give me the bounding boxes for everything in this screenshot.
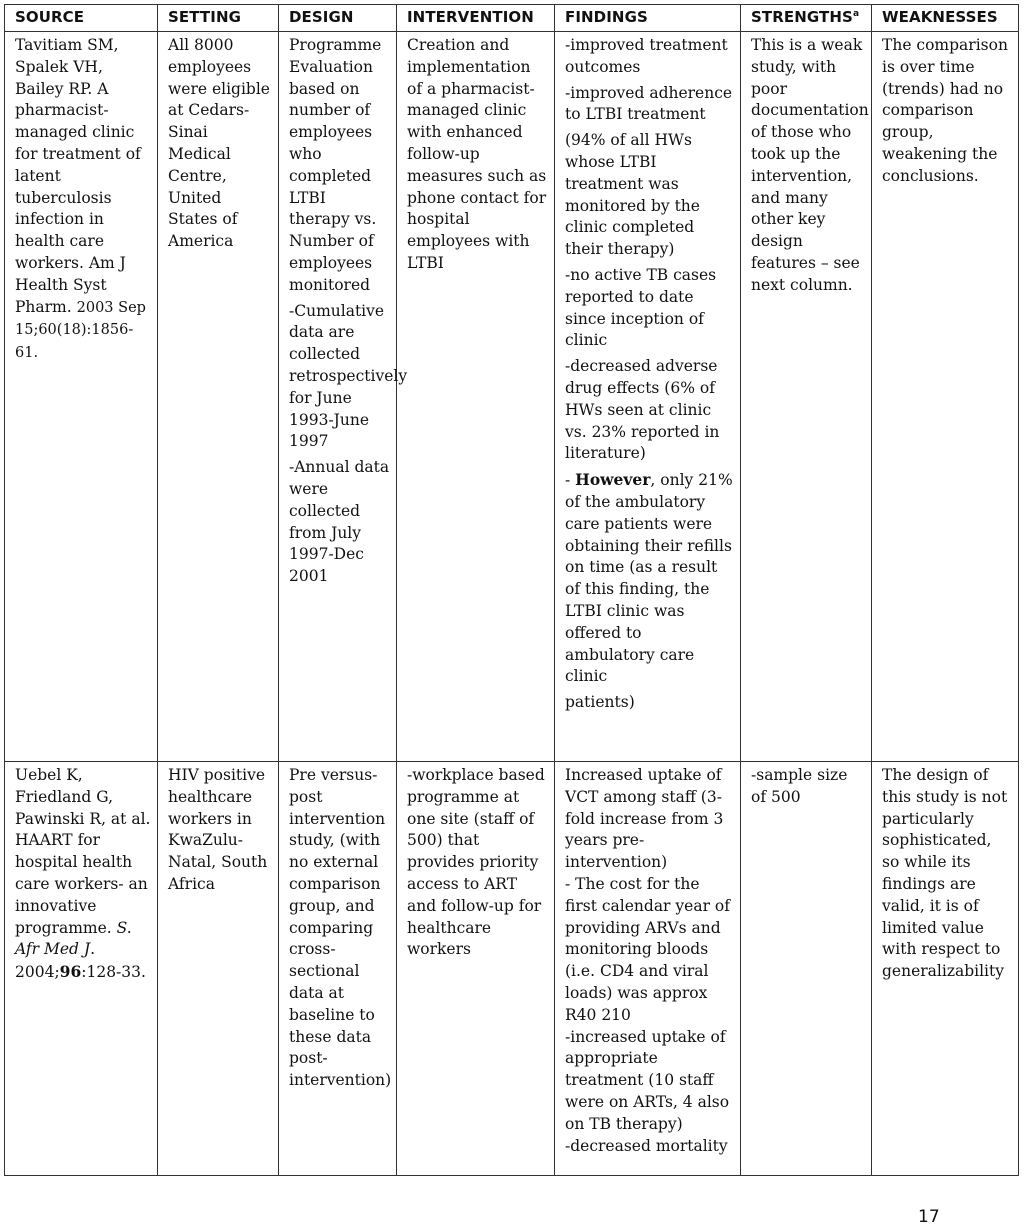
cell-strengths: -sample size of 500	[741, 762, 872, 1176]
finding-item: -decreased mortality	[565, 1136, 728, 1155]
cell-weaknesses: The comparison is over time (trends) had no comparison group, weakening the conclusions.	[872, 32, 1019, 762]
cell-findings	[555, 762, 741, 1176]
cell-design	[279, 32, 408, 762]
source-pages: :128-33.	[81, 963, 146, 982]
source-text: Uebel K, Friedland G, Pawinski R, at al. HAART for hospital health care workers- an innovative programme.	[15, 766, 151, 937]
source-title: A pharmacist-managed clinic for treatment of latent tuberculosis infection in health care workers.	[15, 79, 141, 272]
table-header-row	[5, 5, 1019, 32]
source-journal: Am J Health Syst Pharm.	[15, 253, 126, 316]
cell-weaknesses: The design of this study is not particularly sophisticated, so while its findings are valid, it is of limited value with respect to generalizability	[872, 762, 1019, 1176]
finding-item: -no active TB cases reported to date since inception of clinic	[565, 265, 717, 350]
design-paragraph: -Annual data were collected from July 1997-Dec 2001	[289, 458, 390, 586]
finding-however-text: , only 21% of the ambulatory care patients were obtaining their refills on time (as a result of this finding, the LTBI clinic was offered to ambulatory care clinic	[565, 471, 733, 686]
finding-however-bold: However	[575, 470, 651, 490]
finding-item: -improved treatment outcomes	[565, 36, 728, 76]
header-intervention: INTERVENTION	[397, 5, 555, 32]
cell-findings	[555, 32, 741, 762]
cell-strengths: This is a weak study, with poor documentation of those who took up the intervention, and many other key design features – see next column.	[741, 32, 872, 762]
source-reference: 2003 Sep 15;60(18):1856-61.	[15, 299, 146, 362]
header-findings: FINDINGS	[555, 5, 741, 32]
cell-design: Pre versus-post intervention study, (with no external comparison group, and comparing cross-sectional data at baseline to these data post-intervention)	[279, 762, 397, 1176]
evidence-table	[4, 4, 1019, 1176]
cell-setting: HIV positive healthcare workers in KwaZulu-Natal, South Africa	[158, 762, 279, 1176]
page-number: 17	[918, 1207, 940, 1227]
header-strengths	[741, 5, 872, 32]
design-paragraph: -Cumulative data are collected retrospectively for June 1993-June 1997	[289, 301, 408, 451]
cell-intervention: -workplace based programme at one site (staff of 500) that provides priority access to ART and follow-up for healthcare workers	[397, 762, 555, 1176]
table-row	[5, 762, 1019, 1176]
cell-intervention: Creation and implementation of a pharmacist-managed clinic with enhanced follow-up measures such as phone contact for hospital employees with LTBI	[397, 32, 555, 762]
finding-item: - The cost for the first calendar year of providing ARVs and monitoring bloods (i.e. CD4 and viral loads) was approx R40 210	[565, 874, 730, 1024]
document-page	[4, 4, 1018, 1176]
finding-item: Increased uptake of VCT among staff (3-fold increase from 3 years pre-intervention)	[565, 766, 724, 872]
source-volume: 96	[59, 962, 82, 982]
header-strengths-label: STRENGTHS	[751, 8, 853, 26]
finding-item: -improved adherence to LTBI treatment	[565, 83, 733, 124]
finding-item: (94% of all HWs whose LTBI treatment was monitored by the clinic completed their therapy)	[565, 131, 700, 259]
header-weaknesses: WEAKNESSES	[872, 5, 1019, 32]
source-journal: S. Afr Med J	[15, 918, 132, 959]
finding-prefix: -	[565, 471, 576, 490]
cell-setting: All 8000 employees were eligible at Cedars-Sinai Medical Centre, United States of America	[158, 32, 279, 762]
table-row	[5, 32, 1019, 762]
design-paragraph: Programme Evaluation based on number of employees who completed LTBI therapy vs. Number of employees monitored	[289, 36, 382, 294]
header-source: SOURCE	[5, 5, 158, 32]
source-authors: Tavitiam SM, Spalek VH, Bailey RP.	[15, 36, 119, 98]
header-design: DESIGN	[279, 5, 397, 32]
cell-source	[5, 762, 158, 1176]
finding-item: -increased uptake of appropriate treatment (10 staff were on ARTs, 4 also on TB therapy)	[565, 1027, 730, 1133]
header-strengths-footnote-marker: a	[852, 9, 860, 19]
finding-tail: patients)	[565, 693, 635, 712]
source-year: . 2004;	[15, 940, 96, 982]
finding-item: -decreased adverse drug effects (6% of HWs seen at clinic vs. 23% reported in literature)	[565, 357, 720, 463]
header-setting: SETTING	[158, 5, 279, 32]
finding-item-however	[565, 469, 734, 688]
cell-source	[5, 32, 158, 762]
